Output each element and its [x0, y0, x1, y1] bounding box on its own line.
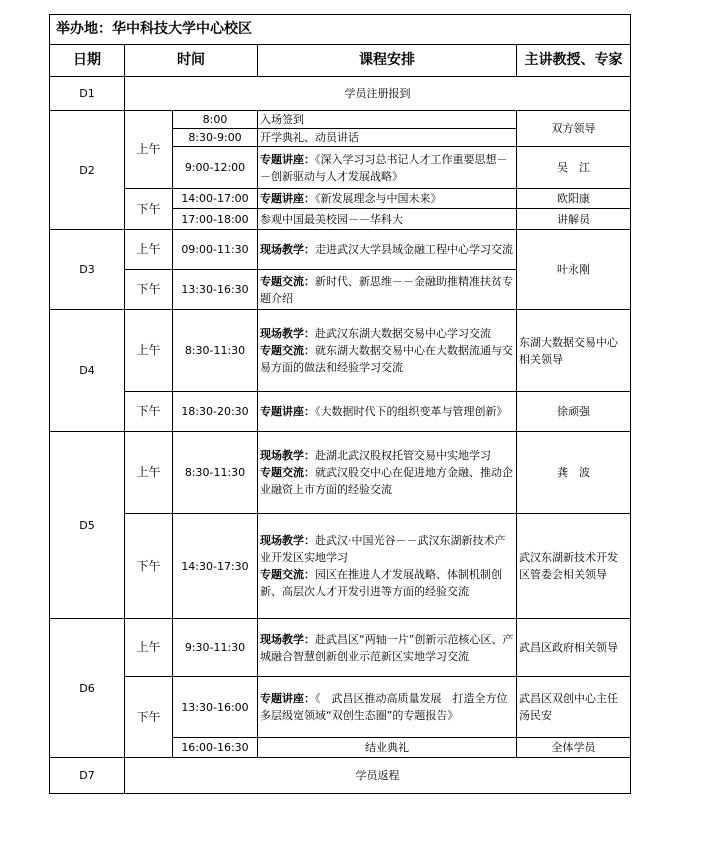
course-text: 《深入学习习总书记人才工作重要思想－－创新驱动与人才发展战略》 [260, 152, 508, 183]
course-text: 赴湖北武汉股权托管交易中实地学习 [315, 449, 491, 462]
header-speaker: 主讲教授、专家 [517, 45, 631, 77]
time-cell: 18:30-20:30 [173, 392, 258, 432]
course-text: 赴武汉东湖大数据交易中心学习交流 [315, 327, 491, 340]
table-row [50, 392, 631, 432]
table-row [50, 111, 631, 129]
half-day-label: 下午 [125, 514, 173, 619]
course-text: 赴武汉·中国光谷－－武汉东湖新技术产业开发区实地学习 [260, 534, 506, 564]
time-cell: 14:30-17:30 [173, 514, 258, 619]
course-type: 现场教学： [260, 534, 315, 547]
course-cell [258, 189, 517, 209]
course-type: 现场教学： [260, 449, 315, 462]
course-type: 专题交流： [260, 344, 315, 357]
table-row [50, 514, 631, 619]
speaker-cell: 武昌区政府相关领导 [517, 619, 631, 677]
speaker-cell: 东湖大数据交易中心相关领导 [517, 310, 631, 392]
speaker-cell: 讲解员 [517, 209, 631, 230]
course-cell [258, 270, 517, 310]
course-type: 专题交流： [260, 466, 315, 479]
course-type: 现场教学： [260, 243, 315, 256]
half-day-label: 上午 [125, 432, 173, 514]
time-cell: 09:00-11:30 [173, 230, 258, 270]
course-text: 《 武昌区推动高质量发展 打造全方位多层级宽领域“双创生态圈”的专题报告》 [260, 692, 508, 722]
time-cell: 9:00-12:00 [173, 147, 258, 189]
course-text: 园区在推进人才发展战略、体制机制创新、高层次人才开发引进等方面的经验交流 [260, 568, 502, 598]
course-type: 专题讲座： [260, 692, 315, 705]
table-row [50, 432, 631, 514]
day-label: D6 [50, 619, 125, 758]
course-text: 赴武昌区“两轴一片”创新示范核心区、产城融合智慧创新创业示范新区实地学习交流 [260, 632, 514, 663]
speaker-cell: 欧阳康 [517, 189, 631, 209]
course-type: 专题交流： [260, 274, 315, 288]
half-day-label: 上午 [125, 230, 173, 270]
half-day-label: 上午 [125, 619, 173, 677]
speaker-cell: 全体学员 [517, 738, 631, 758]
speaker-cell: 双方领导 [517, 111, 631, 147]
half-day-label: 上午 [125, 111, 173, 189]
time-cell: 16:00-16:30 [173, 738, 258, 758]
course-cell [258, 310, 517, 392]
day-label: D1 [50, 77, 125, 111]
table-row [50, 189, 631, 209]
speaker-cell: 武汉东湖新技术开发区管委会相关领导 [517, 514, 631, 619]
course-type: 现场教学： [260, 327, 315, 340]
half-day-label: 下午 [125, 270, 173, 310]
time-cell: 14:00-17:00 [173, 189, 258, 209]
course-text: 《新发展理念与中国未来》 [315, 192, 442, 205]
course-cell: 开学典礼、动员讲话 [258, 129, 517, 147]
speaker-cell: 叶永刚 [517, 230, 631, 310]
time-cell: 8:30-11:30 [173, 310, 258, 392]
time-cell: 8:00 [173, 111, 258, 129]
course-text: 走进武汉大学县域金融工程中心学习交流 [315, 243, 513, 256]
table-row [50, 677, 631, 738]
venue-title: 举办地：华中科技大学中心校区 [50, 15, 631, 45]
day-label: D5 [50, 432, 125, 619]
course-text: 就东湖大数据交易中心在大数据流通与交易方面的做法和经验学习交流 [260, 344, 513, 374]
speaker-cell: 吴 江 [517, 147, 631, 189]
course-cell [258, 514, 517, 619]
time-cell: 8:30-11:30 [173, 432, 258, 514]
course-text: 《大数据时代下的组织变革与管理创新》 [315, 405, 508, 418]
table-row [50, 77, 631, 111]
course-cell: 学员返程 [125, 758, 631, 794]
half-day-label: 下午 [125, 392, 173, 432]
day-label: D7 [50, 758, 125, 794]
course-cell [258, 392, 517, 432]
speaker-cell: 龚 波 [517, 432, 631, 514]
half-day-label: 上午 [125, 310, 173, 392]
course-text: 就武汉股交中心在促进地方金融、推动企业融资上市方面的经验交流 [260, 466, 513, 496]
time-cell: 9:30-11:30 [173, 619, 258, 677]
course-type: 现场教学： [260, 632, 315, 646]
half-day-label: 下午 [125, 677, 173, 758]
course-cell: 参观中国最美校园－－华科大 [258, 209, 517, 230]
course-type: 专题讲座： [260, 405, 315, 418]
course-type: 专题讲座： [260, 192, 315, 205]
course-cell: 入场签到 [258, 111, 517, 129]
speaker-cell: 徐顽强 [517, 392, 631, 432]
table-row [50, 310, 631, 392]
schedule-table [49, 14, 631, 794]
half-day-label: 下午 [125, 189, 173, 230]
course-text: 新时代、新思维－－金融助推精准扶贫专题介绍 [260, 274, 513, 305]
table-row [50, 758, 631, 794]
course-type: 专题讲座： [260, 152, 315, 166]
course-cell: 学员注册报到 [125, 77, 631, 111]
header-date: 日期 [50, 45, 125, 77]
day-label: D2 [50, 111, 125, 230]
course-cell [258, 147, 517, 189]
day-label: D4 [50, 310, 125, 432]
speaker-cell: 武昌区双创中心主任汤民安 [517, 677, 631, 738]
time-cell: 8:30-9:00 [173, 129, 258, 147]
header-course: 课程安排 [258, 45, 517, 77]
course-cell [258, 677, 517, 738]
time-cell: 17:00-18:00 [173, 209, 258, 230]
time-cell: 13:30-16:00 [173, 677, 258, 738]
header-time: 时间 [125, 45, 258, 77]
course-cell [258, 432, 517, 514]
course-type: 专题交流： [260, 568, 315, 581]
time-cell: 13:30-16:30 [173, 270, 258, 310]
course-cell [258, 619, 517, 677]
day-label: D3 [50, 230, 125, 310]
course-cell: 结业典礼 [258, 738, 517, 758]
table-row [50, 230, 631, 270]
table-row [50, 619, 631, 677]
course-cell [258, 230, 517, 270]
